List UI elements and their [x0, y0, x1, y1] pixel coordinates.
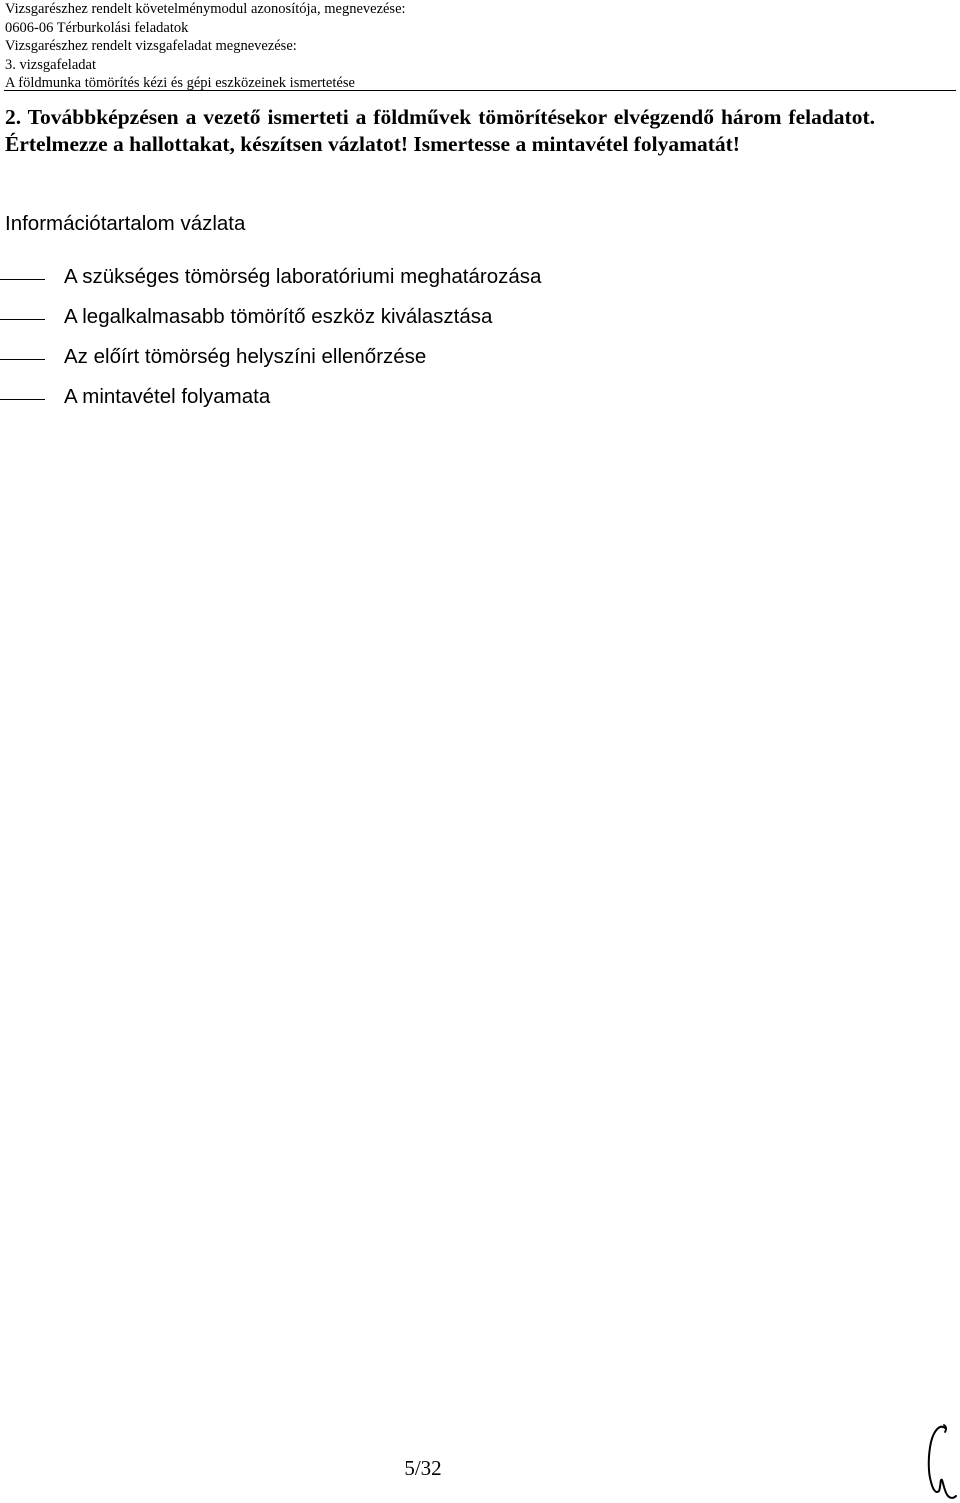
header-task-title: A földmunka tömörítés kézi és gépi eszközeinek ismertetése [5, 75, 355, 91]
list-item [0, 302, 900, 342]
dash-bullet-icon [0, 359, 45, 360]
list-item [0, 262, 900, 302]
header-task-label: Vizsgarészhez rendelt vizsgafeladat megnevezése: [5, 38, 297, 54]
dash-bullet-icon [0, 399, 45, 400]
section-title: Információtartalom vázlata [5, 212, 246, 235]
outline-list [0, 262, 900, 422]
signature-icon [918, 1420, 960, 1503]
page-number: 5/32 [404, 1456, 442, 1480]
list-item-text: A szükséges tömörség laboratóriumi meghatározása [64, 265, 542, 288]
list-item-text: Az előírt tömörség helyszíni ellenőrzése [64, 345, 427, 368]
header-divider [4, 90, 956, 91]
header-task-number: 3. vizsgafeladat [5, 56, 96, 73]
dash-bullet-icon [0, 319, 45, 320]
list-item-text: A mintavétel folyamata [64, 385, 271, 408]
dash-bullet-icon [0, 279, 45, 280]
header-module-label: Vizsgarészhez rendelt követelménymodul azonosítója, megnevezése: [5, 1, 406, 17]
document-header [5, 0, 955, 93]
list-item [0, 382, 900, 422]
header-module-name: 0606-06 Térburkolási feladatok [5, 19, 189, 36]
list-item [0, 342, 900, 382]
question-text: 2. Továbbképzésen a vezető ismerteti a földművek tömörítésekor elvégzendő három feladatot. Értelmezze a hallottakat, készítsen vázlatot! Ismertesse a mintavétel folyamatát! [5, 105, 875, 156]
list-item-text: A legalkalmasabb tömörítő eszköz kiválasztása [64, 305, 493, 328]
